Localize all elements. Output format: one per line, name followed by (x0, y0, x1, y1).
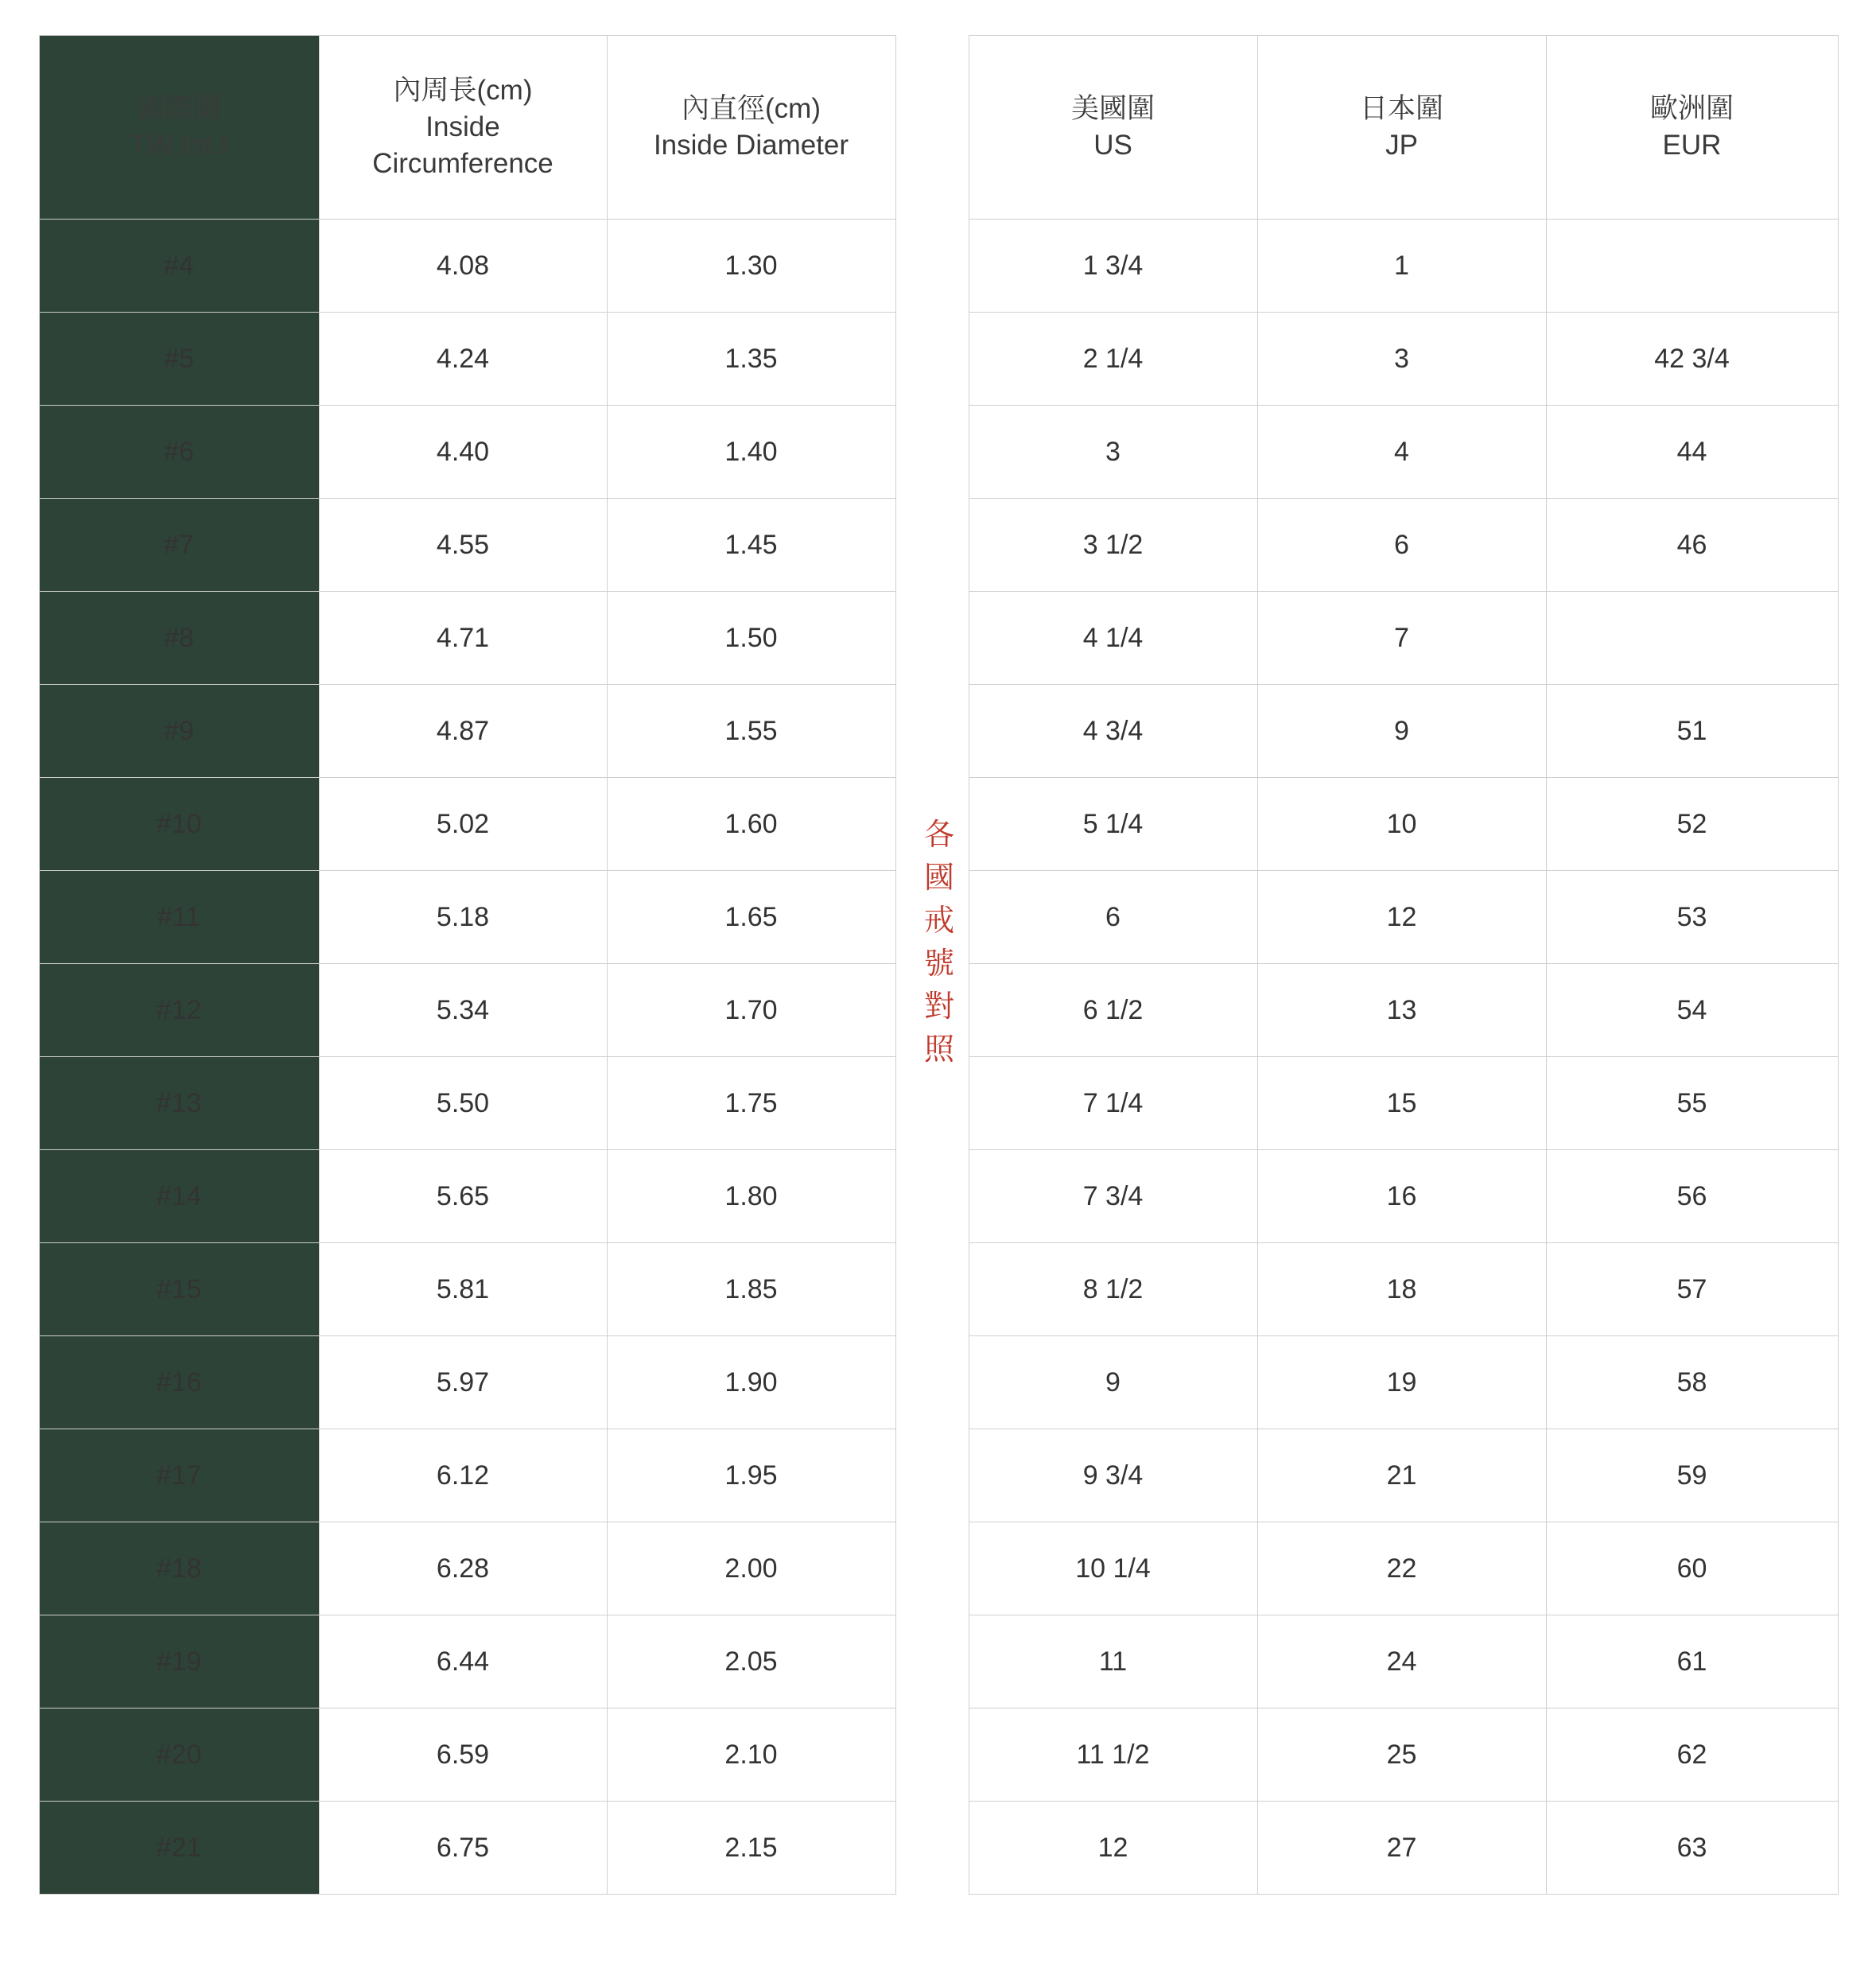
cell-inside-diameter: 2.05 (607, 1615, 895, 1708)
table-row (39, 1336, 1838, 1429)
table-row (39, 1150, 1838, 1243)
cell-eur-size: 55 (1546, 1057, 1838, 1150)
cell-eur-size (1546, 220, 1838, 313)
spacer-cell (895, 778, 969, 871)
cell-jp-size: 6 (1257, 499, 1546, 592)
cell-inside-circumference: 5.65 (319, 1150, 607, 1243)
spacer-cell (895, 1057, 969, 1150)
spacer-cell (895, 220, 969, 313)
table-row (39, 1243, 1838, 1336)
cell-eur-size: 56 (1546, 1150, 1838, 1243)
spacer-cell (895, 1429, 969, 1522)
cell-tw-size: #9 (39, 685, 319, 778)
cell-inside-circumference: 5.18 (319, 871, 607, 964)
cell-inside-circumference: 6.28 (319, 1522, 607, 1615)
cell-us-size: 9 (969, 1336, 1257, 1429)
table-row (39, 220, 1838, 313)
cell-inside-circumference: 4.40 (319, 406, 607, 499)
cell-eur-size: 42 3/4 (1546, 313, 1838, 406)
column-header-circumference (319, 36, 607, 220)
cell-tw-size: #4 (39, 220, 319, 313)
cell-inside-circumference: 6.59 (319, 1708, 607, 1802)
column-header-diameter (607, 36, 895, 220)
column-header-eur-en: EUR (1662, 130, 1722, 161)
cell-jp-size: 4 (1257, 406, 1546, 499)
cell-eur-size: 52 (1546, 778, 1838, 871)
cell-eur-size: 46 (1546, 499, 1838, 592)
cell-eur-size: 58 (1546, 1336, 1838, 1429)
cell-us-size: 4 3/4 (969, 685, 1257, 778)
column-header-circumference-en2: Circumference (372, 148, 553, 180)
cell-jp-size: 25 (1257, 1708, 1546, 1802)
spacer-cell (895, 1615, 969, 1708)
cell-us-size: 3 1/2 (969, 499, 1257, 592)
cell-inside-diameter: 2.15 (607, 1802, 895, 1895)
cell-inside-circumference: 4.08 (319, 220, 607, 313)
cell-inside-diameter: 2.10 (607, 1708, 895, 1802)
column-header-us (969, 36, 1257, 220)
column-header-us-zh: 美國圍 (1070, 92, 1155, 124)
spacer-cell (895, 871, 969, 964)
cell-eur-size (1546, 592, 1838, 685)
table-row (39, 964, 1838, 1057)
cell-jp-size: 1 (1257, 220, 1546, 313)
cell-eur-size: 60 (1546, 1522, 1838, 1615)
cell-eur-size: 54 (1546, 964, 1838, 1057)
column-header-jp-zh: 日本圍 (1359, 92, 1443, 124)
table-row (39, 871, 1838, 964)
spacer-cell (895, 406, 969, 499)
cell-tw-size: #15 (39, 1243, 319, 1336)
cell-inside-diameter: 1.60 (607, 778, 895, 871)
vertical-note-char: 號 (923, 947, 955, 981)
cell-inside-diameter: 1.45 (607, 499, 895, 592)
spacer-column-header (895, 36, 969, 220)
cell-inside-circumference: 4.71 (319, 592, 607, 685)
cell-us-size: 11 (969, 1615, 1257, 1708)
cell-tw-size: #13 (39, 1057, 319, 1150)
spacer-cell (895, 313, 969, 406)
table-row (39, 1429, 1838, 1522)
cell-eur-size: 51 (1546, 685, 1838, 778)
cell-eur-size: 59 (1546, 1429, 1838, 1522)
cell-inside-diameter: 1.55 (607, 685, 895, 778)
cell-jp-size: 21 (1257, 1429, 1546, 1522)
vertical-note-char: 對 (923, 989, 955, 1024)
cell-us-size: 4 1/4 (969, 592, 1257, 685)
cell-jp-size: 7 (1257, 592, 1546, 685)
cell-us-size: 9 3/4 (969, 1429, 1257, 1522)
cell-us-size: 7 3/4 (969, 1150, 1257, 1243)
spacer-cell (895, 1708, 969, 1802)
cell-inside-diameter: 1.50 (607, 592, 895, 685)
column-header-eur-zh: 歐洲圍 (1649, 92, 1734, 124)
cell-eur-size: 63 (1546, 1802, 1838, 1895)
table-body (39, 220, 1838, 1895)
spacer-cell (895, 1522, 969, 1615)
cell-us-size: 1 3/4 (969, 220, 1257, 313)
cell-jp-size: 19 (1257, 1336, 1546, 1429)
cell-inside-circumference: 5.02 (319, 778, 607, 871)
cell-jp-size: 27 (1257, 1802, 1546, 1895)
cell-us-size: 6 1/2 (969, 964, 1257, 1057)
cell-tw-size: #10 (39, 778, 319, 871)
cell-inside-diameter: 1.80 (607, 1150, 895, 1243)
vertical-note-char: 各 (923, 818, 955, 852)
spacer-cell (895, 592, 969, 685)
table-row (39, 1802, 1838, 1895)
cell-inside-circumference: 5.81 (319, 1243, 607, 1336)
cell-tw-size: #21 (39, 1802, 319, 1895)
column-header-tw-en: TW Int.I (130, 130, 228, 161)
cell-tw-size: #12 (39, 964, 319, 1057)
ring-size-conversion-table (39, 35, 1839, 1895)
cell-us-size: 7 1/4 (969, 1057, 1257, 1150)
cell-inside-diameter: 1.70 (607, 964, 895, 1057)
cell-tw-size: #20 (39, 1708, 319, 1802)
table-row (39, 1522, 1838, 1615)
table-row (39, 778, 1838, 871)
table-row (39, 313, 1838, 406)
cell-inside-diameter: 1.95 (607, 1429, 895, 1522)
cell-jp-size: 24 (1257, 1615, 1546, 1708)
table-header (39, 36, 1838, 220)
column-header-tw-zh: 國際圍 (137, 92, 221, 124)
cell-us-size: 2 1/4 (969, 313, 1257, 406)
cell-us-size: 12 (969, 1802, 1257, 1895)
cell-eur-size: 61 (1546, 1615, 1838, 1708)
table-row (39, 685, 1838, 778)
cell-tw-size: #5 (39, 313, 319, 406)
column-header-jp-en: JP (1385, 130, 1418, 161)
cell-tw-size: #14 (39, 1150, 319, 1243)
cell-inside-diameter: 1.75 (607, 1057, 895, 1150)
cell-jp-size: 13 (1257, 964, 1546, 1057)
cell-jp-size: 12 (1257, 871, 1546, 964)
cell-eur-size: 62 (1546, 1708, 1838, 1802)
column-header-tw (39, 36, 319, 220)
cell-inside-circumference: 6.44 (319, 1615, 607, 1708)
column-header-diameter-zh: 內直徑(cm) (682, 92, 821, 124)
cell-us-size: 3 (969, 406, 1257, 499)
column-header-us-en: US (1093, 130, 1132, 161)
spacer-cell (895, 499, 969, 592)
cell-inside-circumference: 5.97 (319, 1336, 607, 1429)
cell-inside-circumference: 5.50 (319, 1057, 607, 1150)
cell-us-size: 5 1/4 (969, 778, 1257, 871)
column-header-jp (1257, 36, 1546, 220)
cell-tw-size: #11 (39, 871, 319, 964)
cell-us-size: 6 (969, 871, 1257, 964)
cell-inside-diameter: 1.85 (607, 1243, 895, 1336)
table-row (39, 499, 1838, 592)
cell-jp-size: 9 (1257, 685, 1546, 778)
column-header-eur (1546, 36, 1838, 220)
spacer-cell (895, 1336, 969, 1429)
table-row (39, 592, 1838, 685)
cell-jp-size: 10 (1257, 778, 1546, 871)
vertical-note-char: 照 (923, 1032, 955, 1067)
table-row (39, 1708, 1838, 1802)
cell-us-size: 8 1/2 (969, 1243, 1257, 1336)
spacer-cell (895, 685, 969, 778)
table-container (39, 35, 1838, 1895)
cell-tw-size: #16 (39, 1336, 319, 1429)
cell-inside-circumference: 4.87 (319, 685, 607, 778)
table-row (39, 1615, 1838, 1708)
cell-us-size: 11 1/2 (969, 1708, 1257, 1802)
header-row (39, 36, 1838, 220)
cell-tw-size: #18 (39, 1522, 319, 1615)
cell-eur-size: 44 (1546, 406, 1838, 499)
cell-tw-size: #6 (39, 406, 319, 499)
cell-inside-circumference: 6.75 (319, 1802, 607, 1895)
cell-inside-diameter: 1.35 (607, 313, 895, 406)
cell-inside-circumference: 6.12 (319, 1429, 607, 1522)
spacer-cell (895, 1150, 969, 1243)
cell-tw-size: #8 (39, 592, 319, 685)
column-header-diameter-en: Inside Diameter (653, 130, 849, 161)
vertical-note-char: 戒 (923, 904, 955, 938)
table-row (39, 1057, 1838, 1150)
vertical-note-char: 國 (923, 861, 955, 895)
cell-jp-size: 22 (1257, 1522, 1546, 1615)
cell-inside-diameter: 2.00 (607, 1522, 895, 1615)
cell-tw-size: #7 (39, 499, 319, 592)
column-header-circumference-en: Inside (425, 111, 500, 142)
spacer-cell (895, 1243, 969, 1336)
column-header-circumference-zh: 內周長(cm) (393, 74, 533, 106)
cell-jp-size: 3 (1257, 313, 1546, 406)
cell-eur-size: 53 (1546, 871, 1838, 964)
cell-jp-size: 18 (1257, 1243, 1546, 1336)
spacer-cell (895, 1802, 969, 1895)
table-row (39, 406, 1838, 499)
cell-tw-size: #17 (39, 1429, 319, 1522)
cell-inside-diameter: 1.90 (607, 1336, 895, 1429)
cell-inside-circumference: 5.34 (319, 964, 607, 1057)
cell-inside-diameter: 1.40 (607, 406, 895, 499)
cell-us-size: 10 1/4 (969, 1522, 1257, 1615)
cell-inside-diameter: 1.65 (607, 871, 895, 964)
cell-jp-size: 16 (1257, 1150, 1546, 1243)
cell-inside-circumference: 4.55 (319, 499, 607, 592)
cell-eur-size: 57 (1546, 1243, 1838, 1336)
cell-inside-circumference: 4.24 (319, 313, 607, 406)
spacer-cell (895, 964, 969, 1057)
cell-jp-size: 15 (1257, 1057, 1546, 1150)
cell-inside-diameter: 1.30 (607, 220, 895, 313)
cell-tw-size: #19 (39, 1615, 319, 1708)
